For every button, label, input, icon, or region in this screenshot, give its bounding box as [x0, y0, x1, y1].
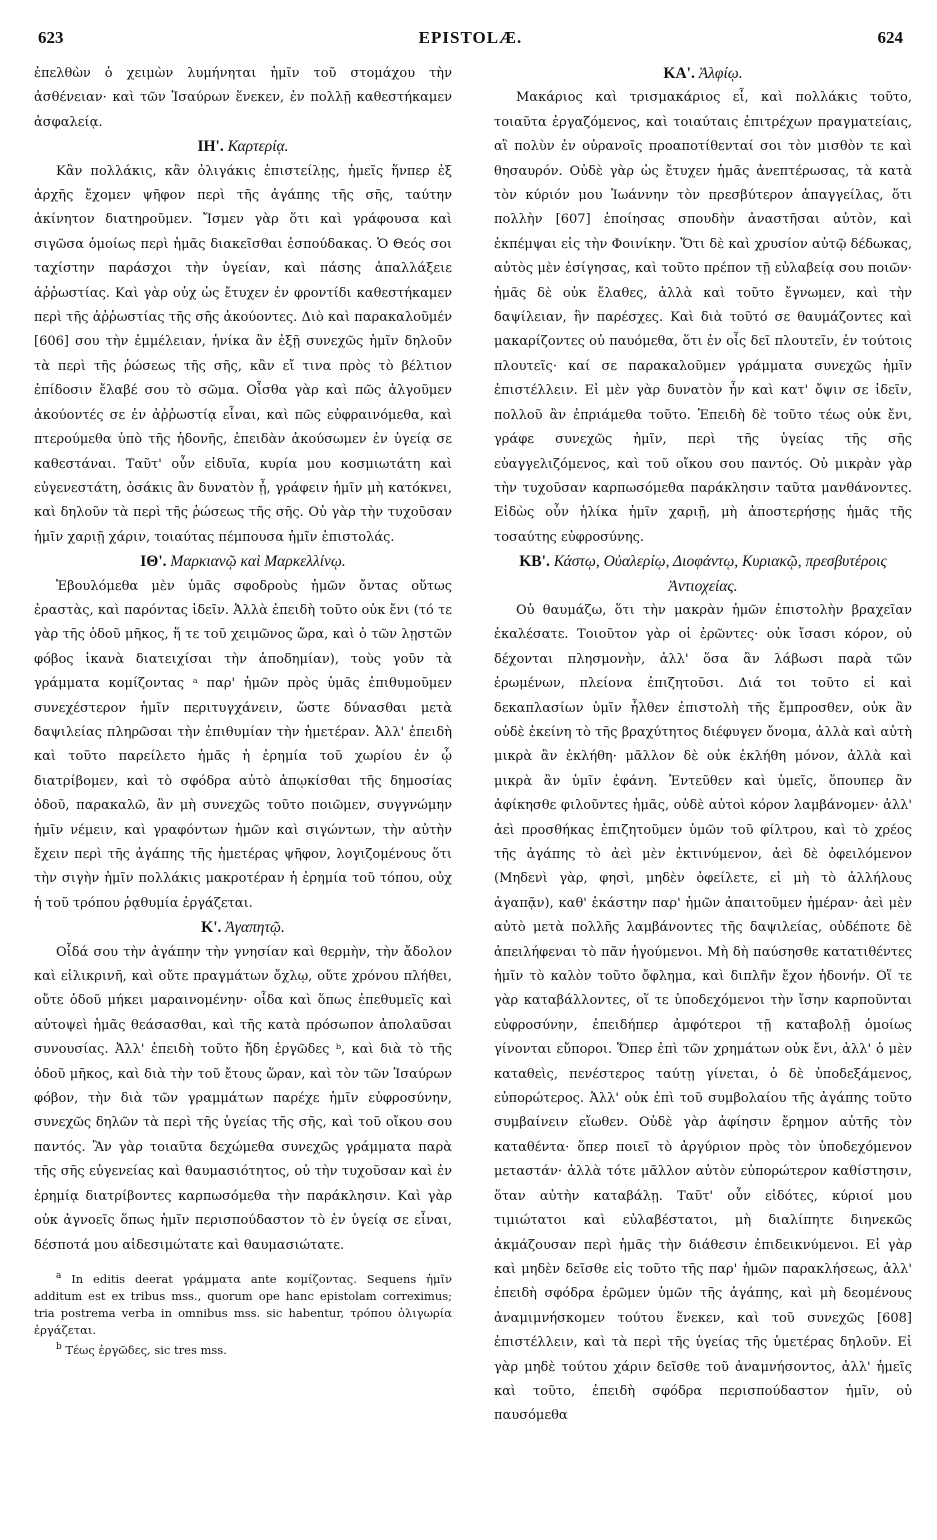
- letter-body-20: Οἶδά σου τὴν ἀγάπην τὴν γνησίαν καὶ θερμὴν, τὴν ἄδολον καὶ εἰλικρινῆ, καὶ οὔτε πραγμάτων ὄχλῳ, οὔτε χρόνου πλήθει, οὔτε ὁδοῦ μήκει μαραινομένην· οἶδα καὶ ὅπως ἐπεθυμεῖς καὶ αὐτοψεὶ ἡμᾶς θεάσασθαι, καὶ τῆς κατὰ πρόσωπον ἀπολαῦσαι συνουσίας. Ἀλλ' ἐπειδὴ τοῦτο ἤδη ἐργῶδες ᵇ, καὶ διὰ τὸ τῆς ὁδοῦ μῆκος, καὶ διὰ τὴν τοῦ ἔτους ὥραν, καὶ τὸν τῶν Ἰσαύρων φόβον, τὴν διὰ τῶν γραμμάτων παρέχε ἡμῖν εὐφροσύνην, συνεχῶς δηλῶν τὰ περὶ τῆς ὑγείας τῆς σῆς, καὶ τοῦ οἴκου σου παντός. Ἂν γὰρ τοιαῦτα δεχώμεθα συνεχῶς γράμματα παρὰ τῆς σῆς εὐγενείας καὶ θαυμασιότητος, οὐ τὴν τυχοῦσαν καὶ ἐν ἐρημίᾳ διατρίβοντες καρπωσόμεθα τὴν παράκλησιν. Καὶ γὰρ οὐκ ἀγνοεῖς ὅπως ἡμῖν περισπούδαστον τὸ ἐν ὑγείᾳ σε εἶναι, δέσποτά μου αἰδεσιμώτατε καὶ θαυμασιώτατε.: [34, 944, 452, 1253]
- letter-body-19: Ἐβουλόμεθα μὲν ὑμᾶς σφοδροὺς ἡμῶν ὄντας οὕτως ἐραστὰς, καὶ παρόντας ἰδεῖν. Ἀλλὰ ἐπειδὴ τοῦτο οὐκ ἔνι (τό τε γὰρ τῆς ὁδοῦ μῆκος, ἥ τε τοῦ χειμῶνος ὥρα, καὶ ὁ τῶν λῃστῶν φόβος ἱκανὰ διατειχίσαι τὴν ἀποδημίαν), τοὺς γοῦν τὰ γράμματα κομίζοντας ᵃ παρ' ἡμῶν πρὸς ὑμᾶς ἐπιθυμοῦμεν συνεχέστερον ἡμῖν περιτυγχάνειν, ὥστε δύνασθαι μετὰ δαψιλείας πληρῶσαι τὴν ἐπιθυμίαν τὴν ἡμετέραν. Ἀλλ' ἐπειδὴ καὶ τοῦτο παρείλετο ἡμᾶς ἡ ἐρημία τοῦ χωρίου ἐν ᾧ διατρίβομεν, καὶ τὸ σφόδρα αὐτὸ ἀπῳκίσθαι τῆς δημοσίας ὁδοῦ, παρακαλῶ, ἂν μὴ συνεχῶς τοῦτο ποιῶμεν, συγγνώμην ἡμῖν νέμειν, καὶ γραφόντων ἡμῶν καὶ σιγώντων, τὴν αὐτὴν ἔχειν περὶ τῆς ἀγάπης τῆς ἡμετέρας ψῆφον, λογιζομένους ὅτι τὴν σιγὴν ἡμῖν πολλάκις μακροτέραν ἡ ἐρημία τοῦ τόπου, οὐχ ἡ τοῦ τρόπου ῥᾳθυμία ἐργάζεται.: [34, 578, 452, 911]
- left-column: [34, 62, 452, 1359]
- letter-number: ΚΒ'.: [519, 553, 550, 571]
- letter-number: ΚΑ'.: [663, 65, 695, 82]
- page-header: [38, 28, 903, 54]
- letter-heading-21: [494, 62, 912, 86]
- letter-body-18: Κἂν πολλάκις, κἂν ὀλιγάκις ἐπιστείλῃς, ἡμεῖς ἥνπερ ἐξ ἀρχῆς ἔχομεν ψῆφον περὶ τῆς ἀγάπης τῆς σῆς, ταύτην ἀκίνητον διατηροῦμεν. Ἴσμεν γὰρ ὅτι καὶ γράφουσα καὶ σιγῶσα ὁμοίως περὶ ἡμᾶς διακεῖσθαι ἐσπούδακας. Ὁ Θεός σοι ταχίστην παράσχοι τὴν ὑγείαν, καὶ πάσης ἀπαλλάξειε ἀῤῥωστίας. Καὶ γὰρ οὐχ ὡς ἔτυχεν ἐν φροντίδι καθεστήκαμεν περὶ τῆς ἀῤῥωστίας τῆς σῆς ἀκούοντες. Διὸ καὶ παρακαλοῦμέν [606] σου τὴν ἐμμέλειαν, ἡνίκα ἂν ἐξῇ συνεχῶς ἡμῖν δηλοῦν τὰ περὶ τῆς ῥώσεως τῆς σῆς, κἂν εἴ τινα πρὸς τὸ βέλτιον ἐπίδοσιν ἔλαβέ σου τὸ σῶμα. Οἶσθα γὰρ καὶ πῶς ἀλγοῦμεν ἀκούοντές σε ἐν ἀῤῥωστίᾳ εἶναι, καὶ πῶς εὐφραινόμεθα, καὶ πτερούμεθα ὑπὸ τῆς ἡδονῆς, ἐπειδὰν ἀκούσωμεν ἐν ὑγείᾳ σε καθεστάναι. Ταῦτ' οὖν εἰδυῖα, κυρία μου κοσμιωτάτη καὶ εὐγενεστάτη, ὁσάκις ἂν δυνατὸν ᾖ, γράφειν ἡμῖν μὴ κατόκνει, καὶ δηλοῦν τὰ περὶ τῆς ῥώσεως τῆς σῆς. Οὐ γὰρ τὴν τυχοῦσαν ἡμῖν χαριῇ χάριν, τοιαύτας πέμπουσα ἡμῖν ἐπιστολάς.: [34, 163, 452, 545]
- letter-addressee: Ἀλφίῳ.: [698, 65, 743, 82]
- running-title: EPISTOLÆ.: [418, 28, 523, 47]
- footnote-text: In editis deerat γράμματα ante κομίζοντας. Sequens ἡμῖν additum est ex tribus mss., quorum ope hanc epistolam correximus; tria postrema verba in omnibus mss. sic habentur, τρόπου ὀλιγωρία ἐργάζεται.: [34, 1271, 453, 1337]
- letter-heading-18: [34, 135, 452, 159]
- letter-number: ΙΗ'.: [197, 138, 224, 156]
- footnote-b: [34, 1339, 452, 1359]
- letter-number: Κ'.: [201, 919, 222, 937]
- letter-heading-20: [34, 916, 452, 940]
- footnote-mark: a: [56, 1270, 62, 1281]
- page-number-right: 624: [877, 28, 903, 47]
- continued-paragraph: ἐπελθὼν ὁ χειμὼν λυμήνηται ἡμῖν τοῦ στομάχου τὴν ἀσθένειαν· καὶ τῶν Ἰσαύρων ἕνεκεν, ἐν πολλῇ καθεστήκαμεν ἀσφαλείᾳ.: [34, 66, 452, 130]
- letter-addressee: Μαρκιανῷ καὶ Μαρκελλίνῳ.: [170, 553, 346, 571]
- letter-heading-22: [494, 550, 912, 599]
- letter-addressee: Ἀγαπητῷ.: [225, 919, 285, 937]
- right-column: [494, 62, 912, 1429]
- footnote-mark: b: [56, 1341, 62, 1352]
- footnote-a: [34, 1268, 452, 1339]
- letter-body-21: Μακάριος καὶ τρισμακάριος εἶ, καὶ πολλάκις τοῦτο, τοιαῦτα ἐργαζόμενος, καὶ τοιαύταις ἐπιτρέχων πραγματείαις, αἳ πολὺν ἐν οὐρανοῖς προαποτίθενταί σοι τὸν μισθὸν τε καὶ θησαυρόν. Οὐδὲ γὰρ ὡς ἔτυχεν ἡμᾶς ἀνεπτέρωσας, τὰ κατὰ τὸν κύριόν μου Ἰωάννην τὸν πρεσβύτερον ἀπαγγείλας, ὅτι πολλὴν [607] ἐποίησας σπουδὴν ἀναστῆσαι αὐτὸν, καὶ ἐκπέμψαι εἰς τὴν Φοινίκην. Ὅτι δὲ καὶ χρυσίον αὐτῷ δέδωκας, αὐτὸς μὲν ἐσίγησας, καὶ τοῦτο πρέπον τῇ εὐλαβείᾳ σου ποιῶν· ἡμᾶς δὲ οὐκ ἔλαθες, ἀλλὰ καὶ τοῦτο ἔγνωμεν, καὶ τὴν δαψίλειαν, ἣν παρέσχες. Καὶ διὰ τοῦτό σε θαυμάζοντες καὶ μακαρίζοντες οὐ παυόμεθα, ὅτι ἐν οἷς δεῖ πλουτεῖν, ἐν τούτοις πλουτεῖς· καί σε παρακαλοῦμεν γράμματα συνεχῶς ἡμῖν ἐπιστέλλειν. Εἰ μὲν γὰρ δυνατὸν ἦν καὶ κατ' ὄψιν σε ἰδεῖν, πολλοῦ ἂν ἐπριάμεθα τοῦτο. Ἐπειδὴ δὲ τοῦτο τέως οὐκ ἔνι, γράφε συνεχῶς ἡμῖν, περὶ τῆς ὑγείας τῆς σῆς εὐαγγελιζόμενος, καὶ τοῦ οἴκου σου παντός. Οὐ μικρὰν γὰρ τὴν τυχοῦσαν καρπωσόμεθα παράκλησιν ταῦτα μανθάνοντες. Εἰδὼς οὖν ἡλίκα ἡμῖν χαριῇ, μὴ ἀποστερήσῃς ἡμᾶς τῆς τοσαύτης εὐφροσύνης.: [494, 90, 912, 545]
- letter-heading-19: [34, 550, 452, 574]
- footnote-text: Τέως ἐργῶδες, sic tres mss.: [65, 1342, 227, 1357]
- letter-addressee: Καρτερίᾳ.: [227, 138, 289, 156]
- page-number-left: 623: [38, 28, 64, 47]
- letter-number: ΙΘ'.: [140, 553, 167, 571]
- letter-body-22: Οὐ θαυμάζω, ὅτι τὴν μακρὰν ἡμῶν ἐπιστολὴν βραχεῖαν ἐκαλέσατε. Τοιοῦτον γὰρ οἱ ἐρῶντες· οὐκ ἴσασι κόρον, οὐ δέχονται πλησμονὴν, ἀλλ' ὅσα ἂν λάβωσι παρὰ τῶν ἐρωμένων, πλείονα ἐπιζητοῦσι. Διά τοι τοῦτο εἰ καὶ δεκαπλασίων ὑμῖν ἦλθεν ἐπιστολὴ τῆς ἔμπροσθεν, οὐκ ἂν οὐδὲ ἐκείνη τὸ τῆς βραχύτητος διέφυγεν ὄνομα, ἀλλὰ καὶ αὐτὴ μικρὰ ἂν ἐκλήθη· μᾶλλον δὲ οὐκ ἐκλήθη μόνον, ἀλλὰ καὶ μικρὰ ἂν ὑμῖν ἐφάνη. Ἐντεῦθεν καὶ ὑμεῖς, ὅπουπερ ἂν ἀφίκησθε φιλοῦντες ἡμᾶς, οὐδὲ αὐτοὶ κόρον λαμβάνομεν· ἀλλ' ἀεὶ προσθήκας ἐπιζητοῦμεν ὑμῶν τοῦ φίλτρου, καὶ τὸ χρέος τῆς ἀγάπης τὸ ἀεὶ μὲν ἐκτινύμενον, ἀεὶ δὲ ὀφειλόμενον (Μηδενὶ γὰρ, φησὶ, μηδὲν ὀφείλετε, εἰ μὴ τὸ ἀλλήλους ἀγαπᾷν), καθ' ἑκάστην παρ' ἡμῶν ἀπαιτοῦμεν ἡμέραν· ἀεὶ μὲν αὐτὸ μετὰ πολλῆς λαμβάνοντες τῆς δαψιλείας, οὐδέποτε δὲ ἀπειλήφεναι τὸ πᾶν ἡγούμενοι. Μὴ δὴ παύσησθε κατατιθέντες ἡμῖν τὸ καλὸν τοῦτο ὄφλημα, καὶ διπλῆν ἔχον ἡδονήν. Οἵ τε γὰρ καταβάλλοντες, οἵ τε ὑποδεχόμενοι τὴν ἴσην καρποῦνται εὐφροσύνην, ἐπειδήπερ ἀμφότεροι τῇ καταβολῇ ὁμοίως γίνονται εὔποροι. Ὅπερ ἐπὶ τῶν χρημάτων οὐκ ἔνι, ἀλλ' ὁ μὲν καταθεὶς, πενέστερος ταύτῃ γίνεται, ὁ δὲ ὑποδεξάμενος, εὐπορώτερος. Ἀλλ' οὐκ ἐπὶ τοῦ συμβολαίου τῆς ἀγάπης τοῦτο συμβαίνειν εἴωθεν. Οὐδὲ γὰρ ἀφίησιν ἔρημον αὐτῆς τὸν καταθέντα· ὅπερ ποιεῖ τὸ ἀργύριον πρὸς τὸν ὑποδεχόμενον μεταστάν· ἀλλὰ τότε μᾶλλον αὐτὸν εὐπορώτερον καθίστησιν, ὅταν αὐτὴν καταβάλῃ. Ταῦτ' οὖν εἰδότες, κύριοί μου τιμιώτατοι καὶ εὐλαβέστατοι, μὴ διαλίπητε διηνεκῶς ἀκμάζουσαν περὶ ἡμᾶς τὴν διάθεσιν ἐπιδεικνύμενοι. Εἰ γὰρ καὶ μηδὲν δεῖσθε εἰς τοῦτο τῆς παρ' ἡμῶν παρακλήσεως, ἀλλ' ἐπειδὴ σφόδρα ἐρῶμεν ὑμῶν τῆς ἀγάπης, καὶ μὴ δεομένους ἀναμιμνήσκομεν τούτου ἕνεκεν, καὶ τοῦ συνεχῶς [608] ἐπιστέλλειν, καὶ τὰ περὶ τῆς ὑγείας τῆς ὑμετέρας δηλοῦν. Εἰ γὰρ μηδὲ τούτου χάριν δεῖσθε τοῦ ἀναμνήσοντος, ἀλλ' ἡμεῖς καὶ τοῦτο, ἐπειδὴ σφόδρα περισπούδαστον ἡμῖν, οὐ παυσόμεθα: [494, 602, 912, 1424]
- footnotes: [34, 1268, 452, 1359]
- letter-addressee: Κάστῳ, Οὐαλερίῳ, Διοφάντῳ, Κυριακῷ, πρεσβυτέροις Ἀντιοχείας.: [553, 553, 887, 595]
